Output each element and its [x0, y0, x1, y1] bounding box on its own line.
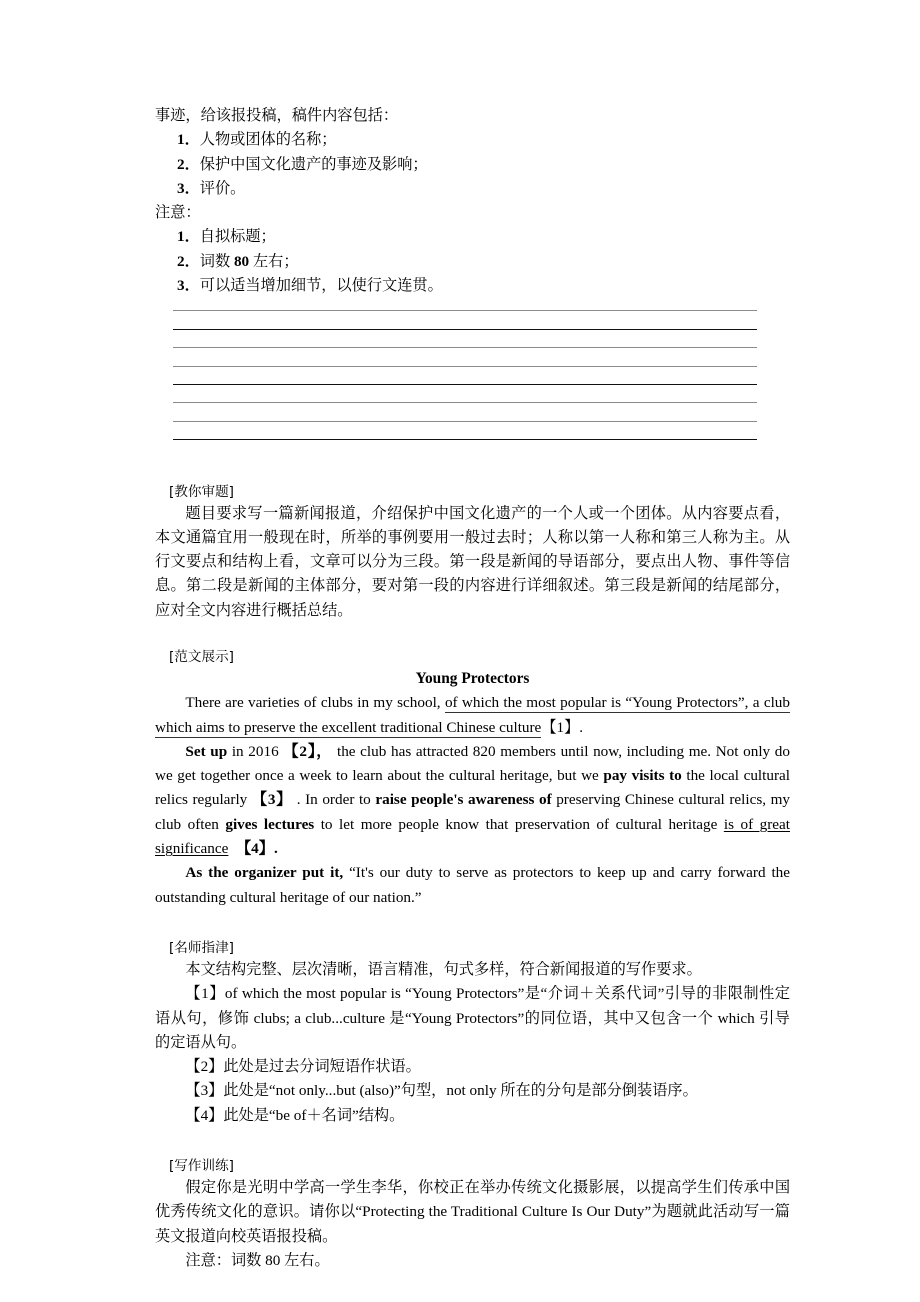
prompt-lead-line: 事迹，给该报投稿，稿件内容包括： [155, 107, 398, 124]
essay-title: Young Protectors [415, 669, 530, 687]
requirement-item-3 [155, 177, 790, 201]
ruled-line[interactable] [173, 310, 757, 311]
requirement-text: 人物或团体的名称； [199, 131, 337, 149]
note-text: 自拟标题； [199, 228, 276, 246]
notes-label: 注意： [155, 204, 201, 222]
essay-p2-bold-3: raise people's awareness of [375, 791, 552, 809]
requirement-text: 保护中国文化遗产的事迹及影响； [199, 155, 428, 173]
essay-paragraph-1 [155, 691, 790, 740]
requirement-text: 评价。 [199, 179, 246, 197]
essay-p2-t6: to let more people know that preservation of cultural heritage [314, 815, 724, 833]
ruled-line[interactable] [173, 402, 757, 403]
essay-p2-underlined: is of great significance [155, 815, 790, 858]
teacher-tip-item-1: 【1】of which the most popular is “Young Protectors”是“介词＋关系代词”引导的非限制性定语从句，修饰 clubs; a club...culture 是“Young Protectors”的同位语，其中又包含一个 which 引导的定语从句。 [155, 985, 790, 1051]
note-item-1 [155, 225, 790, 249]
model-essay-section [155, 647, 790, 910]
note-number: 1． [177, 228, 200, 246]
note-item-2 [155, 250, 790, 274]
essay-p2-t2: the club has attracted 820 members until now, including me. Not only do we get together once a week to learn about the cultural heritage, but we [155, 742, 790, 785]
essay-p1-marker: 【1】. [541, 718, 584, 736]
essay-p2-bold-1: Set up [185, 742, 228, 760]
note-text: 可以适当增加细节，以使行文连贯。 [199, 277, 443, 295]
writing-practice-note: 注意：词数 80 左右。 [185, 1251, 330, 1269]
teacher-tips-heading: [名师指津] [169, 939, 234, 956]
ruled-line[interactable] [173, 347, 757, 348]
requirement-number: 1． [177, 131, 200, 149]
analysis-section [155, 482, 790, 623]
essay-p1-plain: There are varieties of clubs in my school, [185, 694, 445, 712]
essay-paragraph-2 [155, 740, 790, 861]
teacher-tips-section [155, 938, 790, 1128]
essay-p2-t5: preserving Chinese cultural relics, my club often [155, 791, 791, 833]
document-body [155, 104, 790, 1273]
writing-practice-heading: [写作训练] [169, 1158, 234, 1175]
note-text-pre: 词数 [199, 252, 234, 270]
writing-practice-section [155, 1156, 790, 1273]
note-text-post: 左右； [249, 252, 299, 270]
requirement-number: 3． [177, 179, 200, 197]
essay-p2-t4: . In order to [292, 791, 376, 809]
essay-p2-t3: the local cultural relics regularly [155, 767, 790, 809]
essay-p2-marker-2: 【3】 [251, 791, 293, 809]
ruled-line[interactable] [173, 421, 757, 422]
essay-p2-bold-2: pay visits to [603, 767, 682, 785]
ruled-line[interactable] [173, 439, 757, 440]
requirement-item-1 [155, 128, 790, 152]
essay-p2-marker-1: 【2】， [283, 742, 333, 760]
writing-practice-body: 假定你是光明中学高一学生李华，你校正在举办传统文化摄影展，以提高学生们传承中国优秀传统文化的意识。请你以“Protecting the Traditional Culture Is Our Duty”为题就此活动写一篇英文报道向校英语报投稿。 [155, 1179, 790, 1245]
note-number: 3． [177, 277, 200, 295]
prompt-section [155, 104, 790, 298]
teacher-tip-item-2: 【2】此处是过去分词短语作状语。 [185, 1058, 421, 1076]
ruled-line[interactable] [173, 366, 757, 367]
answer-ruled-lines[interactable] [173, 310, 757, 440]
requirement-item-2 [155, 153, 790, 177]
model-essay-heading: [范文展示] [169, 648, 234, 665]
teacher-tip-item-3: 【3】此处是“not only...but (also)”句型，not only 所在的分句是部分倒装语序。 [185, 1082, 698, 1100]
ruled-line[interactable] [173, 384, 757, 385]
analysis-heading: [教你审题] [169, 483, 234, 500]
note-item-3 [155, 274, 790, 298]
essay-p1-underlined: of which the most popular is “Young Protectors”, a club which aims to preserve the excellent traditional Chinese culture [155, 694, 790, 736]
essay-p3-t1: “It's our duty to serve as protectors to keep up and carry forward the outstanding cultural heritage of our nation.” [155, 864, 790, 906]
note-word-count: 80 [233, 252, 250, 270]
note-number: 2． [177, 252, 200, 270]
teacher-tips-intro: 本文结构完整、层次清晰，语言精准，句式多样，符合新闻报道的写作要求。 [185, 960, 702, 978]
essay-p3-bold-1: As the organizer put it, [185, 864, 344, 882]
ruled-line[interactable] [173, 329, 757, 330]
essay-p2-marker-3: 【4】. [235, 840, 278, 858]
teacher-tip-item-4: 【4】此处是“be of＋名词”结构。 [185, 1106, 405, 1124]
requirement-number: 2． [177, 155, 200, 173]
essay-paragraph-3 [155, 861, 790, 910]
essay-p2-t1: in 2016 [227, 742, 284, 760]
analysis-body: 题目要求写一篇新闻报道，介绍保护中国文化遗产的一个人或一个团体。从内容要点看，本文通篇宜用一般现在时，所举的事例要用一般过去时；人称以第一人称和第三人称为主。从行文要点和结构上看，文章可以分为三段。第一段是新闻的导语部分，要点出人物、事件等信息。第二段是新闻的主体部分，要对第一段的内容进行详细叙述。第三段是新闻的结尾部分，应对全文内容进行概括总结。 [155, 504, 790, 619]
essay-p2-bold-4: gives lectures [225, 815, 315, 833]
